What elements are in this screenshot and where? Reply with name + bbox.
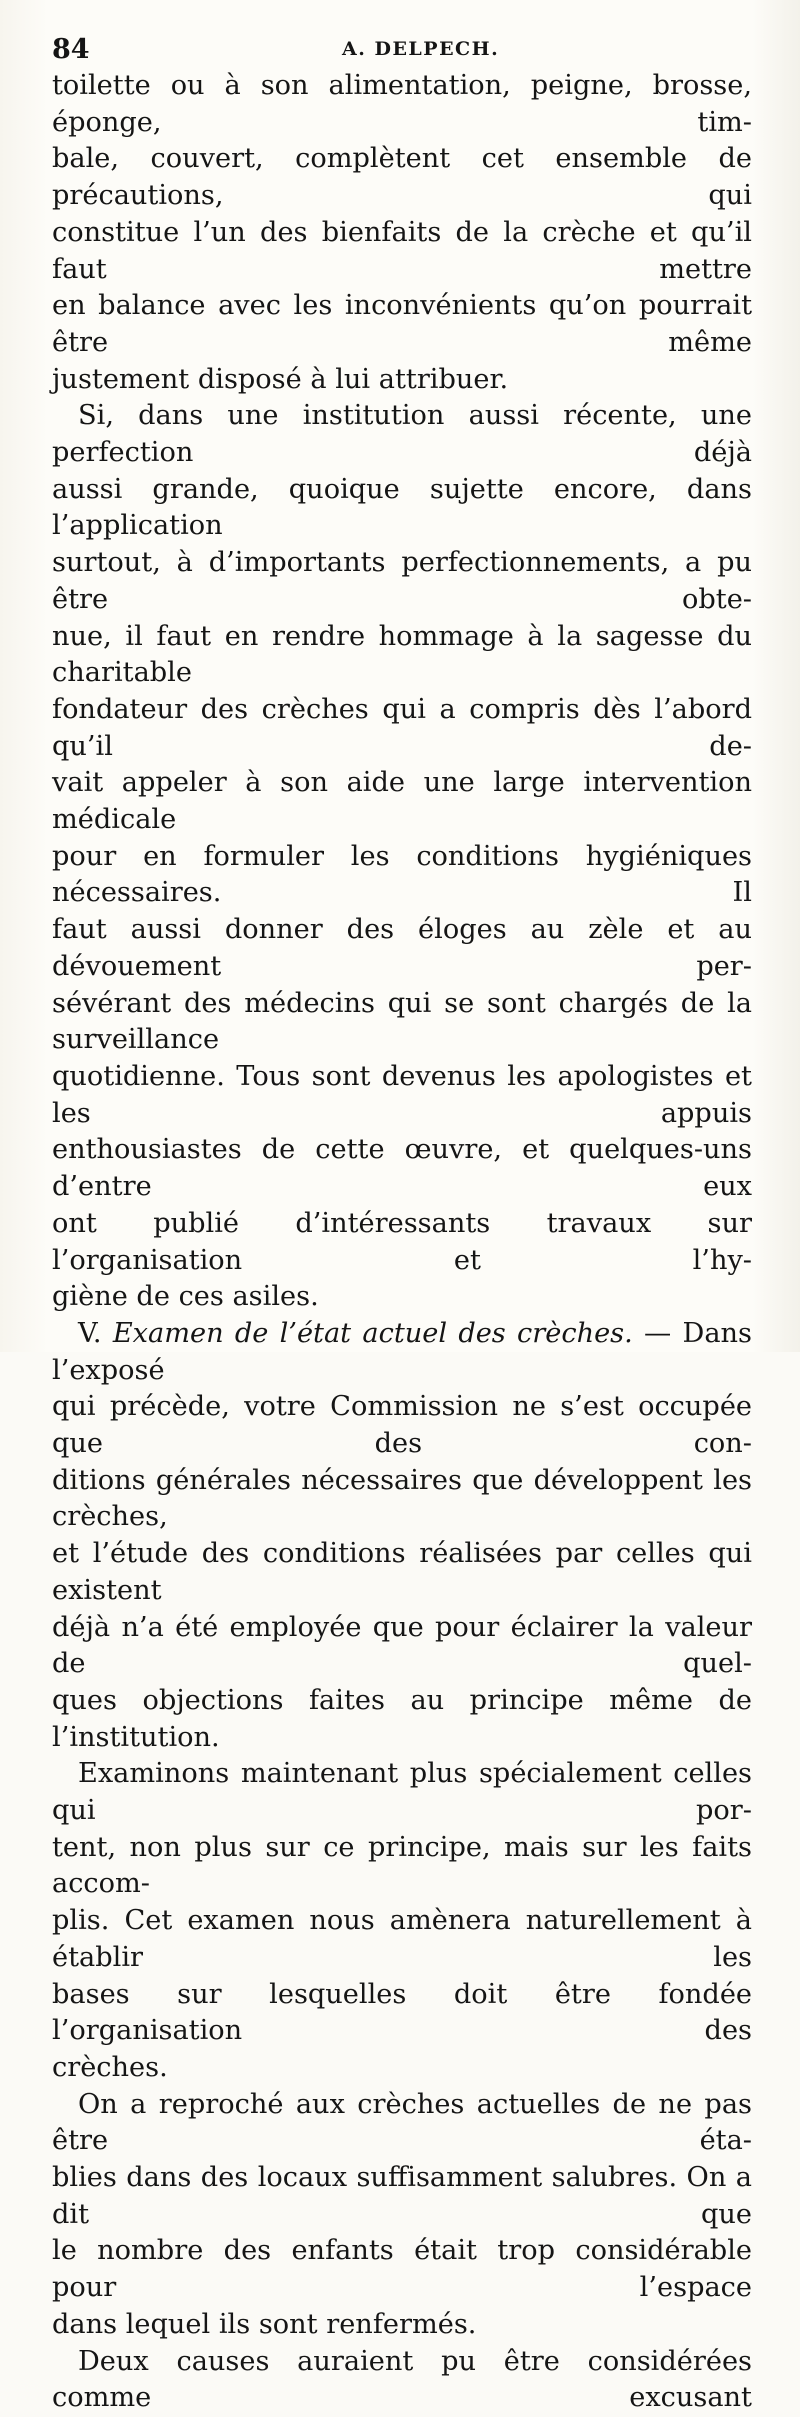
text-line: aussi grande, quoique sujette encore, dans l’application [52, 473, 752, 542]
text-line: ditions générales nécessaires que développent les crèches, [52, 1464, 752, 1533]
text-line: qui précède, votre Commission ne s’est occupée que des con- [52, 1391, 752, 1460]
text-line: tent, non plus sur ce principe, mais sur les faits accom- [52, 1831, 752, 1900]
text-line: fondateur des crèches qui a compris dès l’abord qu’il de- [52, 693, 752, 762]
text-line: surtout, à d’importants perfectionnements, a pu être obte- [52, 547, 752, 615]
text-line: déjà n’a été employée que pour éclairer la valeur de quel- [52, 1611, 752, 1680]
page-number: 84 [52, 34, 90, 65]
text-line: le nombre des enfants était trop considérable pour l’espace [52, 2235, 752, 2304]
text-line: On a reproché aux crèches actuelles de ne pas être éta- [52, 2088, 752, 2157]
text-line: sévérant des médecins qui se sont chargés de la surveillance [52, 987, 752, 1056]
text-line: Examinons maintenant plus spécialement celles qui por- [52, 1758, 752, 1827]
body-text [52, 68, 752, 2417]
text-line: vait appeler à son aide une large intervention médicale [52, 767, 752, 836]
section-heading-rest: — Dans l’exposé [52, 1317, 752, 1386]
text-line: faut aussi donner des éloges au zèle et au dévouement per- [52, 914, 752, 982]
text-line: blies dans des locaux suffisamment salubres. On a dit que [52, 2162, 752, 2230]
text-line: pour en formuler les conditions hygiéniques nécessaires. Il [52, 840, 752, 909]
text-line: giène de ces asiles. [52, 1281, 319, 1313]
text-line: constitue l’un des bienfaits de la crèche et qu’il faut mettre [52, 216, 752, 285]
text-line: bale, couvert, complètent cet ensemble de précautions, qui [52, 143, 752, 212]
running-head: A. DELPECH. [342, 38, 500, 60]
text-line: Deux causes auraient pu être considérées comme excusant [52, 2345, 752, 2414]
text-line: crèches. [52, 2051, 168, 2083]
page-header [52, 20, 752, 65]
text-line: justement disposé à lui attribuer. [52, 363, 509, 395]
text-line: plis. Cet examen nous amènera naturellement à établir les [52, 1905, 752, 1973]
text-line: Si, dans une institution aussi récente, une perfection déjà [52, 400, 752, 469]
text-line: bases sur lesquelles doit être fondée l’organisation des [52, 1978, 752, 2047]
text-line: enthousiastes de cette œuvre, et quelques-uns d’entre eux [52, 1134, 752, 1203]
text-line: ont publié d’intéressants travaux sur l’organisation et l’hy- [52, 1207, 752, 1276]
text-line: quotidienne. Tous sont devenus les apologistes et les appuis [52, 1060, 752, 1129]
section-number: V. [78, 1317, 102, 1349]
text-line: dans lequel ils sont renfermés. [52, 2308, 477, 2340]
text-line: toilette ou à son alimentation, peigne, brosse, éponge, tim- [52, 70, 752, 138]
section-heading-line [52, 1316, 752, 1389]
text-line: en balance avec les inconvénients qu’on pourrait être même [52, 290, 752, 358]
text-line: ques objections faites au principe même de l’institution. [52, 1684, 752, 1753]
section-title: Examen de l’état actuel des crèches. [112, 1317, 633, 1349]
text-line: et l’étude des conditions réalisées par celles qui existent [52, 1538, 752, 1606]
text-line: nue, il faut en rendre hommage à la sagesse du charitable [52, 620, 752, 689]
